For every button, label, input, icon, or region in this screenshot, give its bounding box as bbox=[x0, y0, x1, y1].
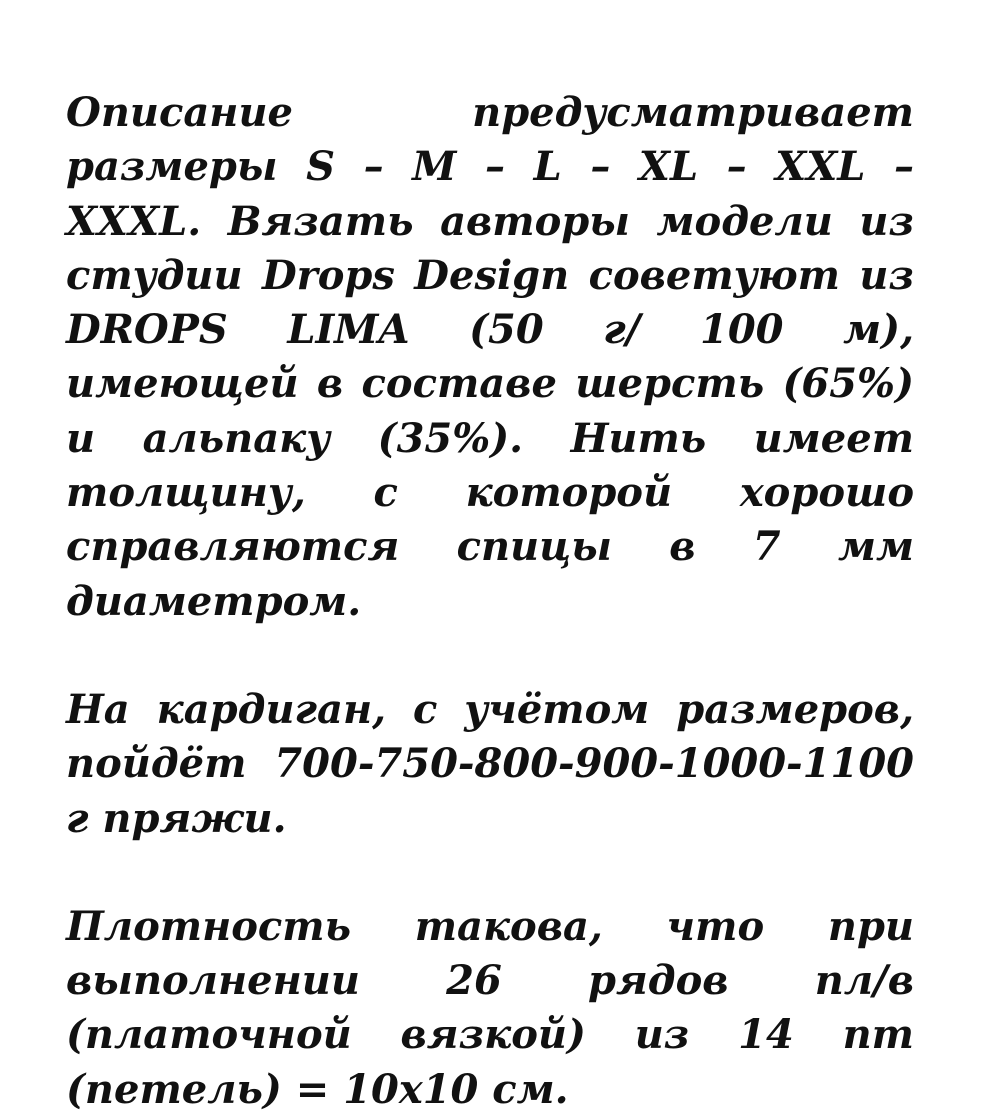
document-body bbox=[66, 86, 914, 1117]
paragraph-yarn-amount: На кардиган, с учётом размеров, пойдёт 700-750-800-900-1000-1100 г пряжи. bbox=[66, 685, 914, 842]
paragraph-sizes-and-yarn: Описание предусматривает размеры S – M – L – XL – XXL – XXXL. Вязать авторы модели из студии Drops Design советуют из DROPS LIMA (50 г/ 100 м), имеющей в составе шерсть (65%) и альпаку (35%). Нить имеет толщину, с которой хорошо справляются спицы в 7 мм диаметром. bbox=[66, 89, 914, 625]
paragraph-gauge: Плотность такова, что при выполнении 26 рядов пл/в (платочной вязкой) из 14 пт (петель) = 10х10 см. bbox=[66, 902, 914, 1113]
